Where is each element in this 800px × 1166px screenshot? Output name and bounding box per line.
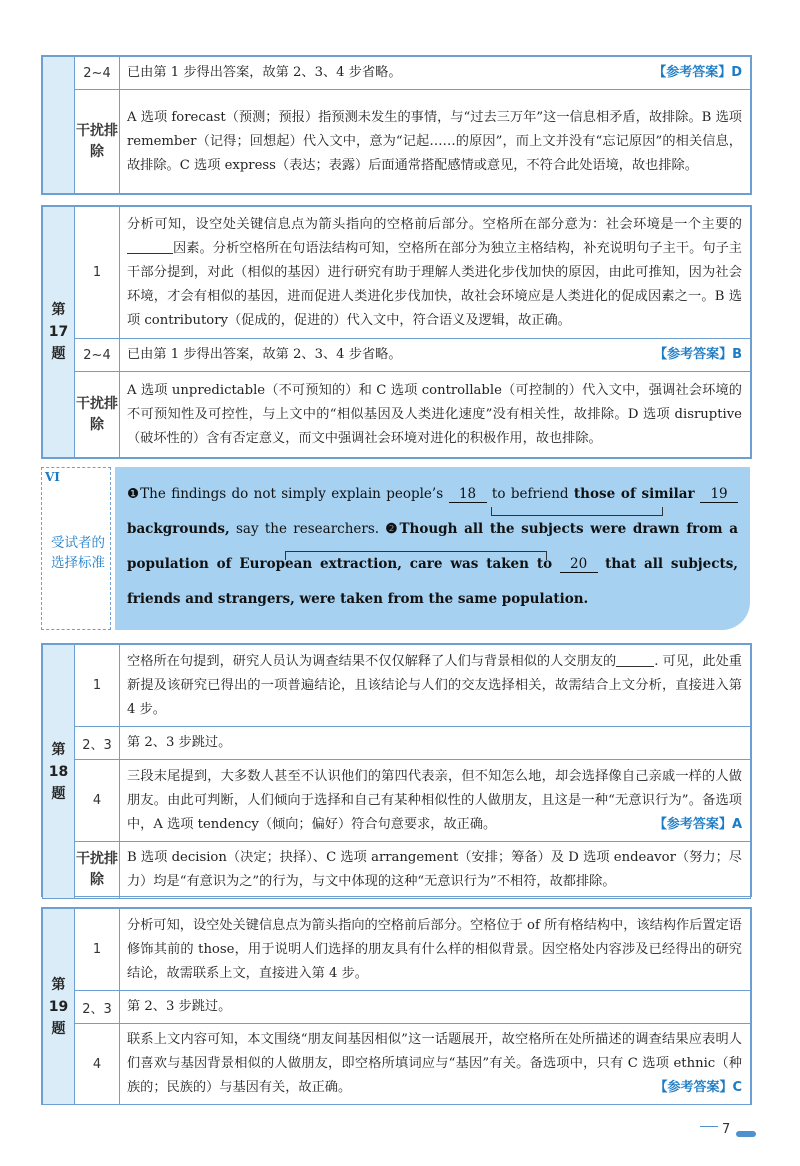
step-cell: 1 (75, 909, 120, 991)
passage-text: ❶The findings do not simply explain people’s 18 to befriend those of similar 19 backgrounds, say the researchers. ❷Though all the subjects were drawn from a population of European extraction, care was taken to 20 that all subjects, friends and strangers, were taken from the same population. (127, 486, 739, 607)
step-cell: 2、3 (75, 727, 120, 760)
distractor-label: 干扰排除 (75, 90, 120, 194)
step-text: 第 2、3 步跳过。 (120, 727, 751, 760)
question-19-label: 第19题 (43, 909, 75, 1105)
step-text: 已由第 1 步得出答案，故第 2、3、4 步省略。 【参考答案】B (120, 339, 751, 372)
step-cell: 4 (75, 760, 120, 842)
distractor-text: A 选项 unpredictable（不可预知的）和 C 选项 controllable（可控制的）代入文中，强调社会环境的不可预知性及可控性，与上文中的“相似基因及人类进化速度”没有相关性，故排除。D 选项 disruptive（破坏性的）含有否定意义，而文中强调社会环境对进化的积极作用，故也排除。 (120, 372, 751, 458)
answer-blank (616, 652, 654, 667)
step-text: 已由第 1 步得出答案，故第 2、3、4 步省略。 【参考答案】D (120, 57, 751, 90)
distractor-label: 干扰排除 (75, 372, 120, 458)
question-label-cell (43, 57, 75, 194)
answer-badge: 【参考答案】C (654, 1080, 742, 1095)
step-text: 第 2、3 步跳过。 (120, 991, 751, 1024)
blank-19: 19 (700, 486, 738, 503)
question-17-block (41, 205, 752, 459)
page-number: 7 (722, 1122, 731, 1137)
passage-section-6 (41, 467, 750, 630)
step-cell: 2、3 (75, 991, 120, 1024)
distractor-text: A 选项 forecast（预测；预报）指预测未发生的事情，与“过去三万年”这一信息相矛盾，故排除。B 选项 remember（记得；回想起）代入文中，意为“记起……的原因”，而上文并没有“忘记原因”的相关信息，故排除。C 选项 express（表达；表露）后面通常搭配感情或意见，不符合此处语境，故也排除。 (120, 90, 751, 194)
passage-bubble (115, 467, 750, 630)
question-19-block (41, 907, 752, 1105)
section-number: VI (45, 470, 60, 484)
step-text: 联系上文内容可知，本文围绕“朋友间基因相似”这一话题展开，故空格所在处所描述的调查结果应表明人们喜欢与基因背景相似的人做朋友，即空格所填词应与“基因”有关。备选项中，只有 C 选项 ethnic（种族的；民族的）与基因有关，故正确。 【参考答案】C (120, 1024, 751, 1105)
arrow-bracket-19 (491, 507, 663, 516)
blank-20: 20 (560, 556, 598, 573)
step-cell: 1 (75, 645, 120, 727)
step-text: 分析可知，设空处关键信息点为箭头指向的空格前后部分。空格位于 of 所有格结构中，该结构作后置定语修饰其前的 those，用于说明人们选择的朋友具有什么样的相似背景。因空格处内容涉及已经得出的研究结论，故需联系上文，直接进入第 4 步。 (120, 909, 751, 991)
answer-badge: 【参考答案】B (654, 347, 742, 362)
step-cell: 2~4 (75, 339, 120, 372)
distractor-label: 干扰排除 (75, 842, 120, 899)
answer-badge: 【参考答案】D (653, 65, 742, 80)
question-16-tail-block (41, 55, 752, 195)
arrow-bracket-20 (285, 551, 547, 560)
question-18-label: 第18题 (43, 645, 75, 899)
step-text: 分析可知，设空处关键信息点为箭头指向的空格前后部分。空格所在部分意为：社会环境是一个主要的因素。分析空格所在句语法结构可知，空格所在部分为独立主格结构，补充说明句子主干。句子主干部分提到，对此（相似的基因）进行研究有助于理解人类进化步伐加快的原因，由此可推知，因为社会环境，才会有相似的基因，进而促进人类进化步伐加快，故社会环境应是人类进化的促成因素之一。B 选项 contributory（促成的，促进的）代入文中，符合语义及逻辑，故正确。 (120, 207, 751, 339)
question-18-block (41, 643, 752, 897)
page-mark-icon (736, 1131, 756, 1137)
step-cell: 2~4 (75, 57, 120, 90)
section-6-sidebar (41, 467, 111, 630)
answer-badge: 【参考答案】A (653, 816, 742, 832)
page-number-rule (700, 1126, 718, 1127)
distractor-text: B 选项 decision（决定；抉择）、C 选项 arrangement（安排；筹备）及 D 选项 endeavor（努力；尽力）均是“有意识为之”的行为，与文中体现的这种“无意识行为”不相符，故都排除。 (120, 842, 751, 899)
step-text: 三段末尾提到，大多数人甚至不认识他们的第四代表亲，但不知怎么地，却会选择像自己亲戚一样的人做朋友。由此可判断，人们倾向于选择和自己有某种相似性的人做朋友，且这是一种“无意识行为”。备选项中，A 选项 tendency（倾向；偏好）符合句意要求，故正确。 【参考答案】A (120, 760, 751, 842)
step-cell: 4 (75, 1024, 120, 1105)
section-6-label: 受试者的选择标准 (51, 535, 105, 571)
blank-18: 18 (449, 486, 487, 503)
step-text: 空格所在句提到，研究人员认为调查结果不仅仅解释了人们与背景相似的人交朋友的 . 可见，此处重新提及该研究已得出的一项普遍结论，且该结论与人们的交友选择相关，故需结合上文分析，直接进入第 4 步。 (120, 645, 751, 727)
step-cell: 1 (75, 207, 120, 339)
question-17-label: 第17题 (43, 207, 75, 458)
answer-blank (127, 239, 173, 254)
